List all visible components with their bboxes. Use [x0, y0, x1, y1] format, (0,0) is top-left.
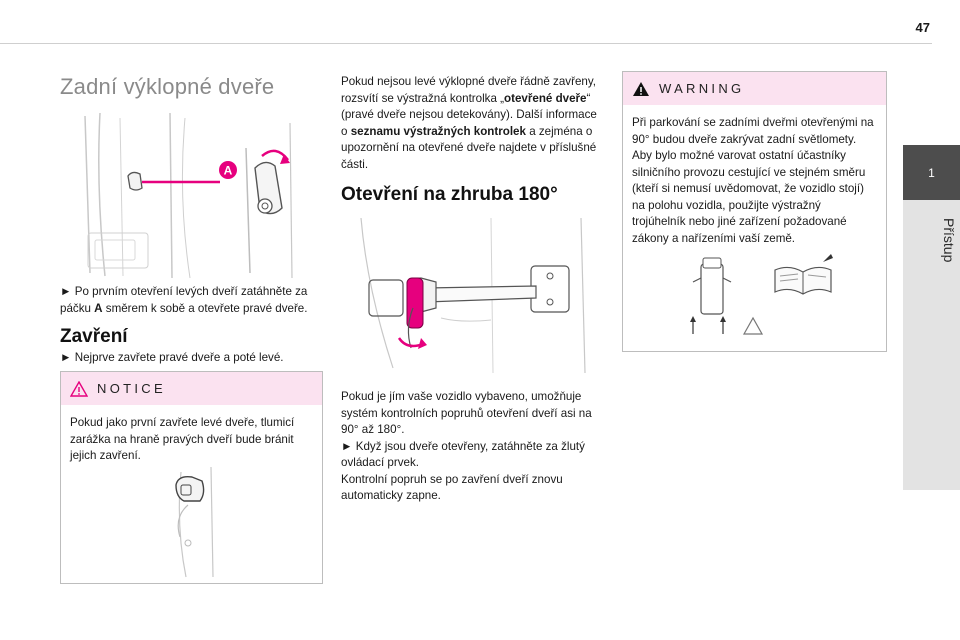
intro-text-a: Pokud nejsou levé výklopné dveře řádně zavřeny, rozsvítí se výstražná kontrolka „: [341, 75, 596, 105]
warning-text: Při parkování se zadními dveřmi otevřenými na 90° budou dveře zakrývat zadní světlomety. Aby bylo možné varovat ostatní účastníky silničního provozu cestující ve stejném směru (kteří si nemusí uvědomovat, že vozidlo stojí) na polohu vozidla, použijte výstražný trojúhelník nebo jiné zařízení požadované zákony a nařízeními vaší země.: [632, 116, 874, 245]
warning-heading: WARNING: [659, 81, 745, 96]
step-text-b: směrem k sobě a otevřete pravé dveře.: [105, 301, 308, 315]
warning-triangle-icon: [70, 381, 88, 397]
intro-text-b: “ (pravé dveře nejsou detekovány). Další informace o: [341, 91, 597, 138]
intro-text-c: a zejména o upozornění na otevřené dveře najdete v příslušné části.: [341, 124, 597, 171]
bullet-arrow: ►: [341, 439, 353, 453]
section-title-closing: Zavření: [60, 326, 128, 347]
page-number: 47: [915, 20, 930, 35]
bullet-arrow: ►: [60, 285, 72, 298]
notice-header: [61, 372, 322, 405]
step-text: Nejprve zavřete pravé dveře a poté levé.: [74, 351, 284, 364]
figure-label-a: A: [223, 163, 233, 178]
bullet-arrow: ►: [60, 351, 72, 364]
step-text-a: Po prvním otevření levých dveří zatáhněte za páčku: [60, 285, 308, 315]
notice-text: Pokud jako první zavřete levé dveře, tlumicí zarážka na hraně pravých dveří bude bránit jejich zavření.: [70, 416, 295, 462]
figure-door-stop: [166, 467, 266, 579]
para-check-strap: Pokud je jím vaše vozidlo vybaveno, umožňuje systém kontrolních popruhů otevření dveří asi na 90° až 180°.: [341, 390, 592, 436]
para-auto-reengage: Kontrolní popruh se po zavření dveří znovu automaticky zapne.: [341, 472, 563, 502]
notice-heading: NOTICE: [97, 381, 166, 396]
step-text-bold: A: [94, 301, 103, 315]
figure-parked-van: [683, 248, 843, 344]
chapter-tab-number: 1: [903, 145, 960, 200]
header-rule: [0, 43, 932, 44]
notice-box: [60, 371, 323, 584]
step-open-right-door: [60, 284, 324, 317]
warning-box: [622, 71, 887, 352]
warning-header: [623, 72, 886, 105]
intro-bold-open-doors: otevřené dveře: [504, 91, 587, 105]
chapter-tab-label: Přístup: [941, 217, 957, 263]
intro-warning-light: [341, 74, 605, 173]
intro-bold-warning-list: seznamu výstražných kontrolek: [350, 124, 526, 138]
check-strap-description: [341, 389, 605, 505]
step-pull-yellow: [341, 439, 605, 472]
warning-triangle-icon: [632, 81, 650, 97]
section-title-open-180: Otevření na zhruba 180°: [341, 184, 558, 205]
page-title: Zadní výklopné dveře: [60, 74, 275, 99]
step-text: Když jsou dveře otevřeny, zatáhněte za žlutý ovládací prvek.: [341, 439, 585, 469]
figure-check-strap: [341, 218, 605, 373]
step-close-doors: [60, 350, 324, 367]
figure-door-lever: [60, 108, 322, 280]
